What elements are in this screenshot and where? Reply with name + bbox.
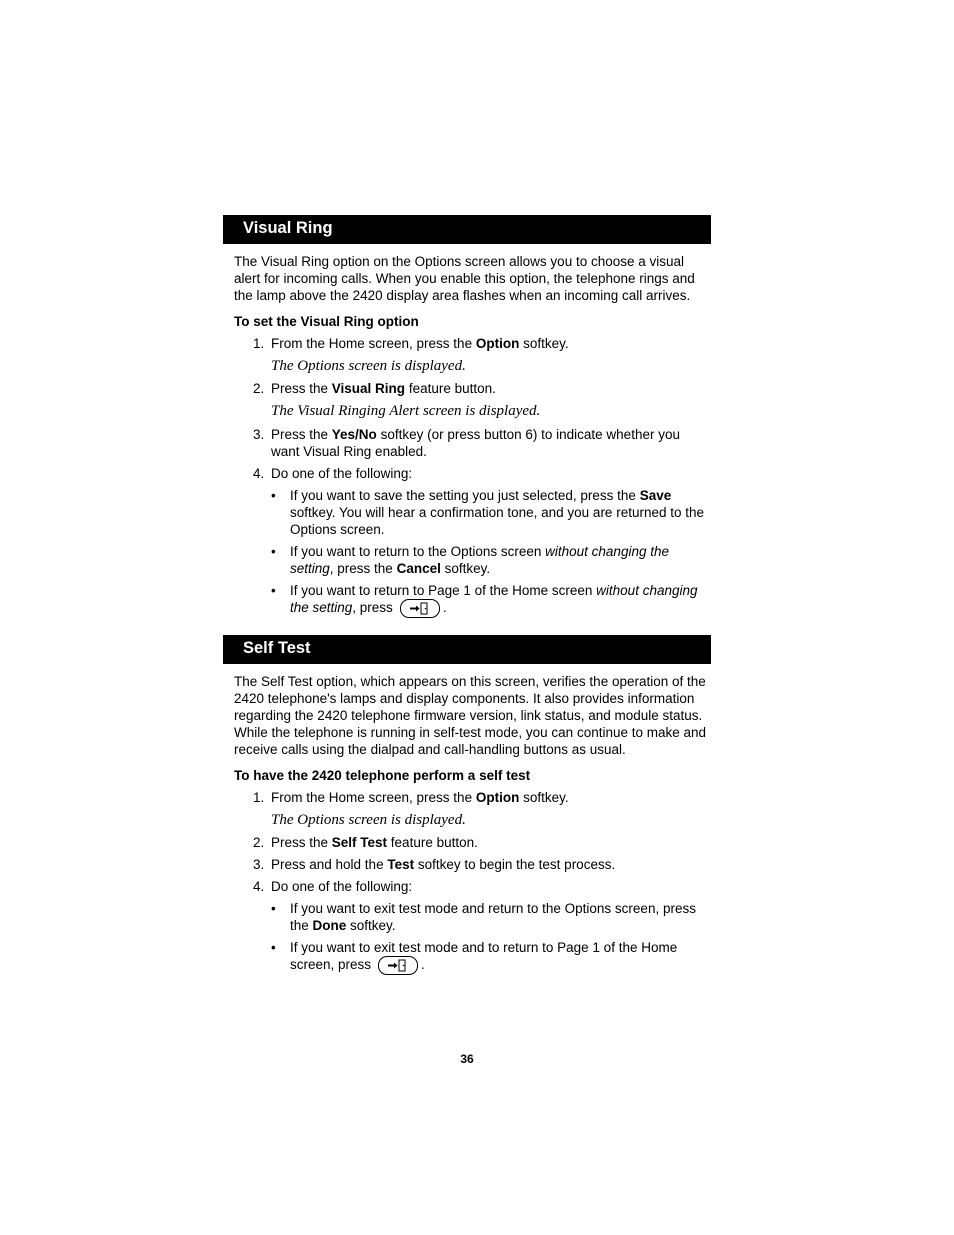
visual-ring-result-1: The Options screen is displayed. — [271, 358, 466, 374]
self-test-step-1: 1. From the Home screen, press the Option softkey. — [253, 790, 569, 805]
section-heading-self-test: Self Test — [223, 635, 711, 664]
self-test-intro: The Self Test option, which appears on this screen, verifies the operation of the 2420 telephone's lamps and display components. It also provides information regarding the 2420 telephone firmware version, link status, and module status. While the telephone is running in self-test mode, you can continue to make and receive calls using the dialpad and call-handling buttons as usual. — [234, 674, 707, 757]
visual-ring-step-4: 4. Do one of the following: — [253, 466, 413, 481]
visual-ring-result-2: The Visual Ringing Alert screen is displayed. — [271, 403, 541, 419]
bullet-dot: • — [271, 583, 276, 598]
bullet-dot: • — [271, 544, 276, 559]
step-number: 2. — [253, 835, 265, 850]
visual-ring-procedure-title: To set the Visual Ring option — [234, 314, 419, 329]
step-number: 1. — [253, 790, 265, 805]
step-number: 4. — [253, 466, 265, 481]
visual-ring-step-1: 1. From the Home screen, press the Option softkey. — [253, 336, 569, 351]
step-number: 3. — [253, 427, 265, 442]
step-number: 4. — [253, 879, 265, 894]
self-test-step-4: 4. Do one of the following: — [253, 879, 413, 894]
self-test-step-3: 3. Press and hold the Test softkey to begin the test process. — [253, 857, 616, 872]
visual-ring-bullet-2: • If you want to return to the Options screen without changing the setting, press the Cancel softkey. — [271, 544, 669, 576]
self-test-step-2: 2. Press the Self Test feature button. — [253, 835, 478, 850]
page-content — [223, 215, 711, 975]
visual-ring-step-2: 2. Press the Visual Ring feature button. — [253, 381, 496, 396]
visual-ring-bullet-3: • If you want to return to Page 1 of the Home screen without changing the setting, press . — [290, 582, 710, 618]
section-heading-visual-ring: Visual Ring — [223, 215, 711, 244]
home-key-icon — [378, 956, 418, 975]
home-key-icon — [400, 599, 440, 618]
bullet-dot: • — [271, 901, 276, 916]
self-test-bullet-2: • If you want to exit test mode and to return to Page 1 of the Home screen, press . — [290, 939, 710, 975]
step-number: 3. — [253, 857, 265, 872]
bullet-dot: • — [271, 488, 276, 503]
page-number: 36 — [460, 1052, 474, 1066]
visual-ring-intro: The Visual Ring option on the Options screen allows you to choose a visual alert for incoming calls. When you enable this option, the telephone rings and the lamp above the 2420 display area flashes when an incoming call arrives. — [234, 254, 695, 303]
visual-ring-bullet-1: • If you want to save the setting you just selected, press the Save softkey. You will hear a confirmation tone, and you are returned to the Options screen. — [271, 488, 705, 537]
bullet-dot: • — [271, 940, 276, 955]
step-number: 1. — [253, 336, 265, 351]
visual-ring-step-3: 3. Press the Yes/No softkey (or press button 6) to indicate whether you want Visual Ring enabled. — [253, 427, 680, 459]
self-test-result-1: The Options screen is displayed. — [271, 812, 466, 828]
self-test-procedure-title: To have the 2420 telephone perform a self test — [234, 768, 531, 783]
self-test-bullet-1: • If you want to exit test mode and return to the Options screen, press the Done softkey. — [271, 901, 696, 933]
step-number: 2. — [253, 381, 265, 396]
